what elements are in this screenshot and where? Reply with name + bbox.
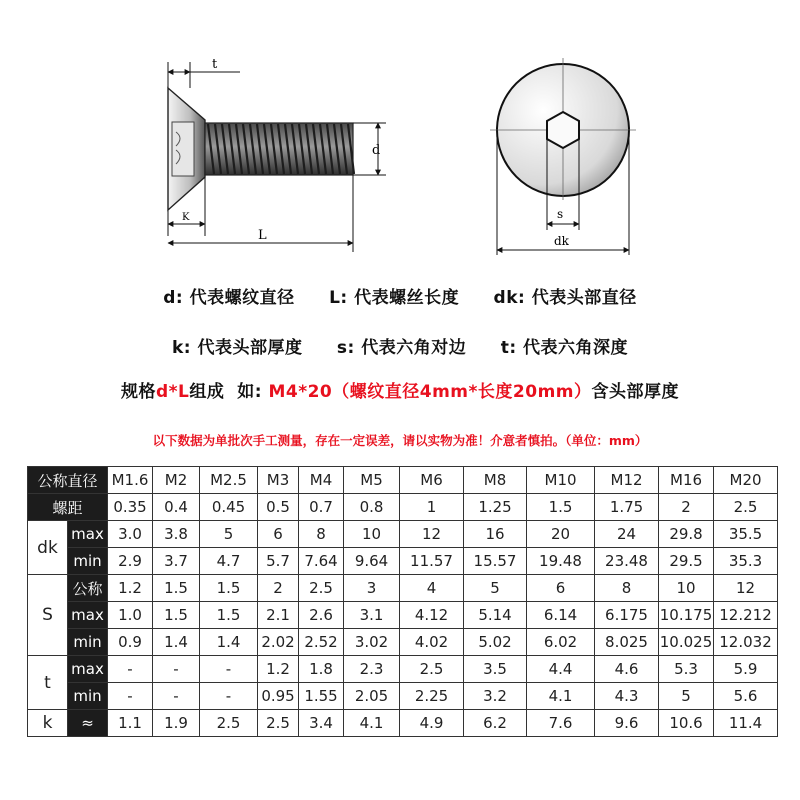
s-max-m4: 2.6 bbox=[299, 602, 344, 629]
t-min-label: min bbox=[68, 683, 108, 710]
s-min-m1_6: 0.9 bbox=[108, 629, 153, 656]
dk-min-m1_6: 2.9 bbox=[108, 548, 153, 575]
pitch-m3: 0.5 bbox=[258, 494, 299, 521]
pitch-m1_6: 0.35 bbox=[108, 494, 153, 521]
pitch-m20: 2.5 bbox=[714, 494, 778, 521]
dk-max-m10: 20 bbox=[527, 521, 595, 548]
dk-min-m10: 19.48 bbox=[527, 548, 595, 575]
t-label: t bbox=[28, 656, 68, 710]
k-m16: 10.6 bbox=[659, 710, 714, 737]
size-m5: M5 bbox=[344, 467, 400, 494]
legend-s: s: 代表六角对边 bbox=[336, 338, 467, 358]
s-max-label: max bbox=[68, 602, 108, 629]
t-min-row bbox=[28, 683, 778, 710]
s-min-m10: 6.02 bbox=[527, 629, 595, 656]
s-max-m3: 2.1 bbox=[258, 602, 299, 629]
dk-max-m16: 29.8 bbox=[659, 521, 714, 548]
t-max-m12: 4.6 bbox=[595, 656, 659, 683]
legend-dk: dk: 代表头部直径 bbox=[493, 288, 637, 308]
format-mid: 组成 如: bbox=[189, 382, 269, 402]
dk-min-m16: 29.5 bbox=[659, 548, 714, 575]
dk-max-m12: 24 bbox=[595, 521, 659, 548]
s-max-m12: 6.175 bbox=[595, 602, 659, 629]
format-example: M4*20（螺纹直径4mm*长度20mm） bbox=[268, 382, 592, 402]
screw-top-view bbox=[490, 58, 636, 255]
k-m1_6: 1.1 bbox=[108, 710, 153, 737]
pitch-row bbox=[28, 494, 778, 521]
k-m12: 9.6 bbox=[595, 710, 659, 737]
s-min-m12: 8.025 bbox=[595, 629, 659, 656]
pitch-m2_5: 0.45 bbox=[200, 494, 258, 521]
t-max-m20: 5.9 bbox=[714, 656, 778, 683]
t-max-m3: 1.2 bbox=[258, 656, 299, 683]
size-m2: M2 bbox=[153, 467, 200, 494]
size-m10: M10 bbox=[527, 467, 595, 494]
s-min-m6: 4.02 bbox=[400, 629, 464, 656]
s-nominal-m20: 12 bbox=[714, 575, 778, 602]
s-nominal-m8: 5 bbox=[464, 575, 527, 602]
t-min-m2_5: - bbox=[200, 683, 258, 710]
legend-k: k: 代表头部厚度 bbox=[171, 338, 303, 358]
s-nominal-row bbox=[28, 575, 778, 602]
dk-min-m12: 23.48 bbox=[595, 548, 659, 575]
pitch-m2: 0.4 bbox=[153, 494, 200, 521]
s-nominal-m12: 8 bbox=[595, 575, 659, 602]
k-m8: 6.2 bbox=[464, 710, 527, 737]
screw-side-view bbox=[168, 57, 386, 252]
pitch-label: 螺距 bbox=[28, 494, 108, 521]
s-max-m2: 1.5 bbox=[153, 602, 200, 629]
dk-min-m8: 15.57 bbox=[464, 548, 527, 575]
pitch-m16: 2 bbox=[659, 494, 714, 521]
format-formula: d*L bbox=[156, 382, 190, 402]
dk-min-m2: 3.7 bbox=[153, 548, 200, 575]
t-max-m8: 3.5 bbox=[464, 656, 527, 683]
t-max-m5: 2.3 bbox=[344, 656, 400, 683]
dk-max-m8: 16 bbox=[464, 521, 527, 548]
k-m2_5: 2.5 bbox=[200, 710, 258, 737]
t-min-m1_6: - bbox=[108, 683, 153, 710]
pitch-m10: 1.5 bbox=[527, 494, 595, 521]
format-suffix: 含头部厚度 bbox=[591, 382, 679, 402]
s-min-row bbox=[28, 629, 778, 656]
dk-max-m6: 12 bbox=[400, 521, 464, 548]
dim-label-l: L bbox=[258, 228, 267, 243]
t-min-m4: 1.55 bbox=[299, 683, 344, 710]
dk-max-m1_6: 3.0 bbox=[108, 521, 153, 548]
dk-min-m4: 7.64 bbox=[299, 548, 344, 575]
k-m20: 11.4 bbox=[714, 710, 778, 737]
pitch-m8: 1.25 bbox=[464, 494, 527, 521]
s-max-m2_5: 1.5 bbox=[200, 602, 258, 629]
t-min-m5: 2.05 bbox=[344, 683, 400, 710]
s-min-m2_5: 1.4 bbox=[200, 629, 258, 656]
size-m16: M16 bbox=[659, 467, 714, 494]
dk-max-m2: 3.8 bbox=[153, 521, 200, 548]
t-min-m20: 5.6 bbox=[714, 683, 778, 710]
t-max-m4: 1.8 bbox=[299, 656, 344, 683]
s-max-m20: 12.212 bbox=[714, 602, 778, 629]
s-nominal-label: 公称 bbox=[68, 575, 108, 602]
dim-label-k: K bbox=[182, 212, 190, 223]
legend-row-1 bbox=[0, 283, 800, 308]
k-row bbox=[28, 710, 778, 737]
pitch-m6: 1 bbox=[400, 494, 464, 521]
dk-max-m3: 6 bbox=[258, 521, 299, 548]
format-note bbox=[0, 377, 800, 402]
t-max-m6: 2.5 bbox=[400, 656, 464, 683]
s-nominal-m2: 1.5 bbox=[153, 575, 200, 602]
t-min-m8: 3.2 bbox=[464, 683, 527, 710]
k-m6: 4.9 bbox=[400, 710, 464, 737]
dk-max-label: max bbox=[68, 521, 108, 548]
s-min-m20: 12.032 bbox=[714, 629, 778, 656]
size-m2_5: M2.5 bbox=[200, 467, 258, 494]
pitch-m12: 1.75 bbox=[595, 494, 659, 521]
pitch-m4: 0.7 bbox=[299, 494, 344, 521]
s-nominal-m2_5: 1.5 bbox=[200, 575, 258, 602]
s-max-m1_6: 1.0 bbox=[108, 602, 153, 629]
t-max-m1_6: - bbox=[108, 656, 153, 683]
s-max-m10: 6.14 bbox=[527, 602, 595, 629]
dk-max-m5: 10 bbox=[344, 521, 400, 548]
s-nominal-m3: 2 bbox=[258, 575, 299, 602]
t-min-m12: 4.3 bbox=[595, 683, 659, 710]
measurement-disclaimer: 以下数据为单批次手工测量，存在一定误差，请以实物为准！介意者慎拍。（单位：mm） bbox=[152, 433, 648, 448]
s-min-label: min bbox=[68, 629, 108, 656]
size-m8: M8 bbox=[464, 467, 527, 494]
s-max-m16: 10.175 bbox=[659, 602, 714, 629]
t-max-label: max bbox=[68, 656, 108, 683]
t-max-m10: 4.4 bbox=[527, 656, 595, 683]
s-max-row bbox=[28, 602, 778, 629]
t-min-m10: 4.1 bbox=[527, 683, 595, 710]
t-min-m2: - bbox=[153, 683, 200, 710]
s-max-m6: 4.12 bbox=[400, 602, 464, 629]
dim-label-t: t bbox=[212, 57, 218, 72]
s-min-m2: 1.4 bbox=[153, 629, 200, 656]
t-max-m2_5: - bbox=[200, 656, 258, 683]
s-min-m5: 3.02 bbox=[344, 629, 400, 656]
t-max-m16: 5.3 bbox=[659, 656, 714, 683]
screw-technical-drawing bbox=[0, 0, 800, 270]
table-header-row bbox=[28, 467, 778, 494]
s-nominal-m4: 2.5 bbox=[299, 575, 344, 602]
k-m3: 2.5 bbox=[258, 710, 299, 737]
spec-table bbox=[27, 466, 778, 737]
dk-max-row bbox=[28, 521, 778, 548]
k-m5: 4.1 bbox=[344, 710, 400, 737]
dk-max-m2_5: 5 bbox=[200, 521, 258, 548]
format-prefix: 规格 bbox=[121, 382, 156, 402]
size-m1_6: M1.6 bbox=[108, 467, 153, 494]
s-nominal-m6: 4 bbox=[400, 575, 464, 602]
t-min-m3: 0.95 bbox=[258, 683, 299, 710]
dk-max-m20: 35.5 bbox=[714, 521, 778, 548]
s-label: S bbox=[28, 575, 68, 656]
dk-max-m4: 8 bbox=[299, 521, 344, 548]
size-m4: M4 bbox=[299, 467, 344, 494]
s-min-m8: 5.02 bbox=[464, 629, 527, 656]
size-m12: M12 bbox=[595, 467, 659, 494]
dk-min-m6: 11.57 bbox=[400, 548, 464, 575]
dk-min-label: min bbox=[68, 548, 108, 575]
s-min-m3: 2.02 bbox=[258, 629, 299, 656]
t-max-row bbox=[28, 656, 778, 683]
k-label: k bbox=[28, 710, 68, 737]
t-min-m6: 2.25 bbox=[400, 683, 464, 710]
header-nominal-diameter: 公称直径 bbox=[28, 467, 108, 494]
pitch-m5: 0.8 bbox=[344, 494, 400, 521]
dk-min-m3: 5.7 bbox=[258, 548, 299, 575]
s-max-m8: 5.14 bbox=[464, 602, 527, 629]
dk-min-m5: 9.64 bbox=[344, 548, 400, 575]
s-nominal-m10: 6 bbox=[527, 575, 595, 602]
dk-min-row bbox=[28, 548, 778, 575]
size-m3: M3 bbox=[258, 467, 299, 494]
t-min-m16: 5 bbox=[659, 683, 714, 710]
legend-row-2 bbox=[0, 333, 800, 358]
dim-label-dk: dk bbox=[554, 234, 569, 248]
t-max-m2: - bbox=[153, 656, 200, 683]
k-m4: 3.4 bbox=[299, 710, 344, 737]
s-min-m16: 10.025 bbox=[659, 629, 714, 656]
s-nominal-m1_6: 1.2 bbox=[108, 575, 153, 602]
legend-l: L: 代表螺丝长度 bbox=[329, 288, 460, 308]
dim-label-d: d bbox=[372, 143, 381, 158]
legend-t: t: 代表六角深度 bbox=[500, 338, 629, 358]
dim-label-s: s bbox=[557, 207, 564, 221]
size-m20: M20 bbox=[714, 467, 778, 494]
s-min-m4: 2.52 bbox=[299, 629, 344, 656]
s-nominal-m16: 10 bbox=[659, 575, 714, 602]
k-m10: 7.6 bbox=[527, 710, 595, 737]
s-max-m5: 3.1 bbox=[344, 602, 400, 629]
s-nominal-m5: 3 bbox=[344, 575, 400, 602]
size-m6: M6 bbox=[400, 467, 464, 494]
k-approx-label: ≈ bbox=[68, 710, 108, 737]
legend-d: d: 代表螺纹直径 bbox=[163, 288, 295, 308]
k-m2: 1.9 bbox=[153, 710, 200, 737]
dk-label: dk bbox=[28, 521, 68, 575]
dk-min-m20: 35.3 bbox=[714, 548, 778, 575]
dk-min-m2_5: 4.7 bbox=[200, 548, 258, 575]
